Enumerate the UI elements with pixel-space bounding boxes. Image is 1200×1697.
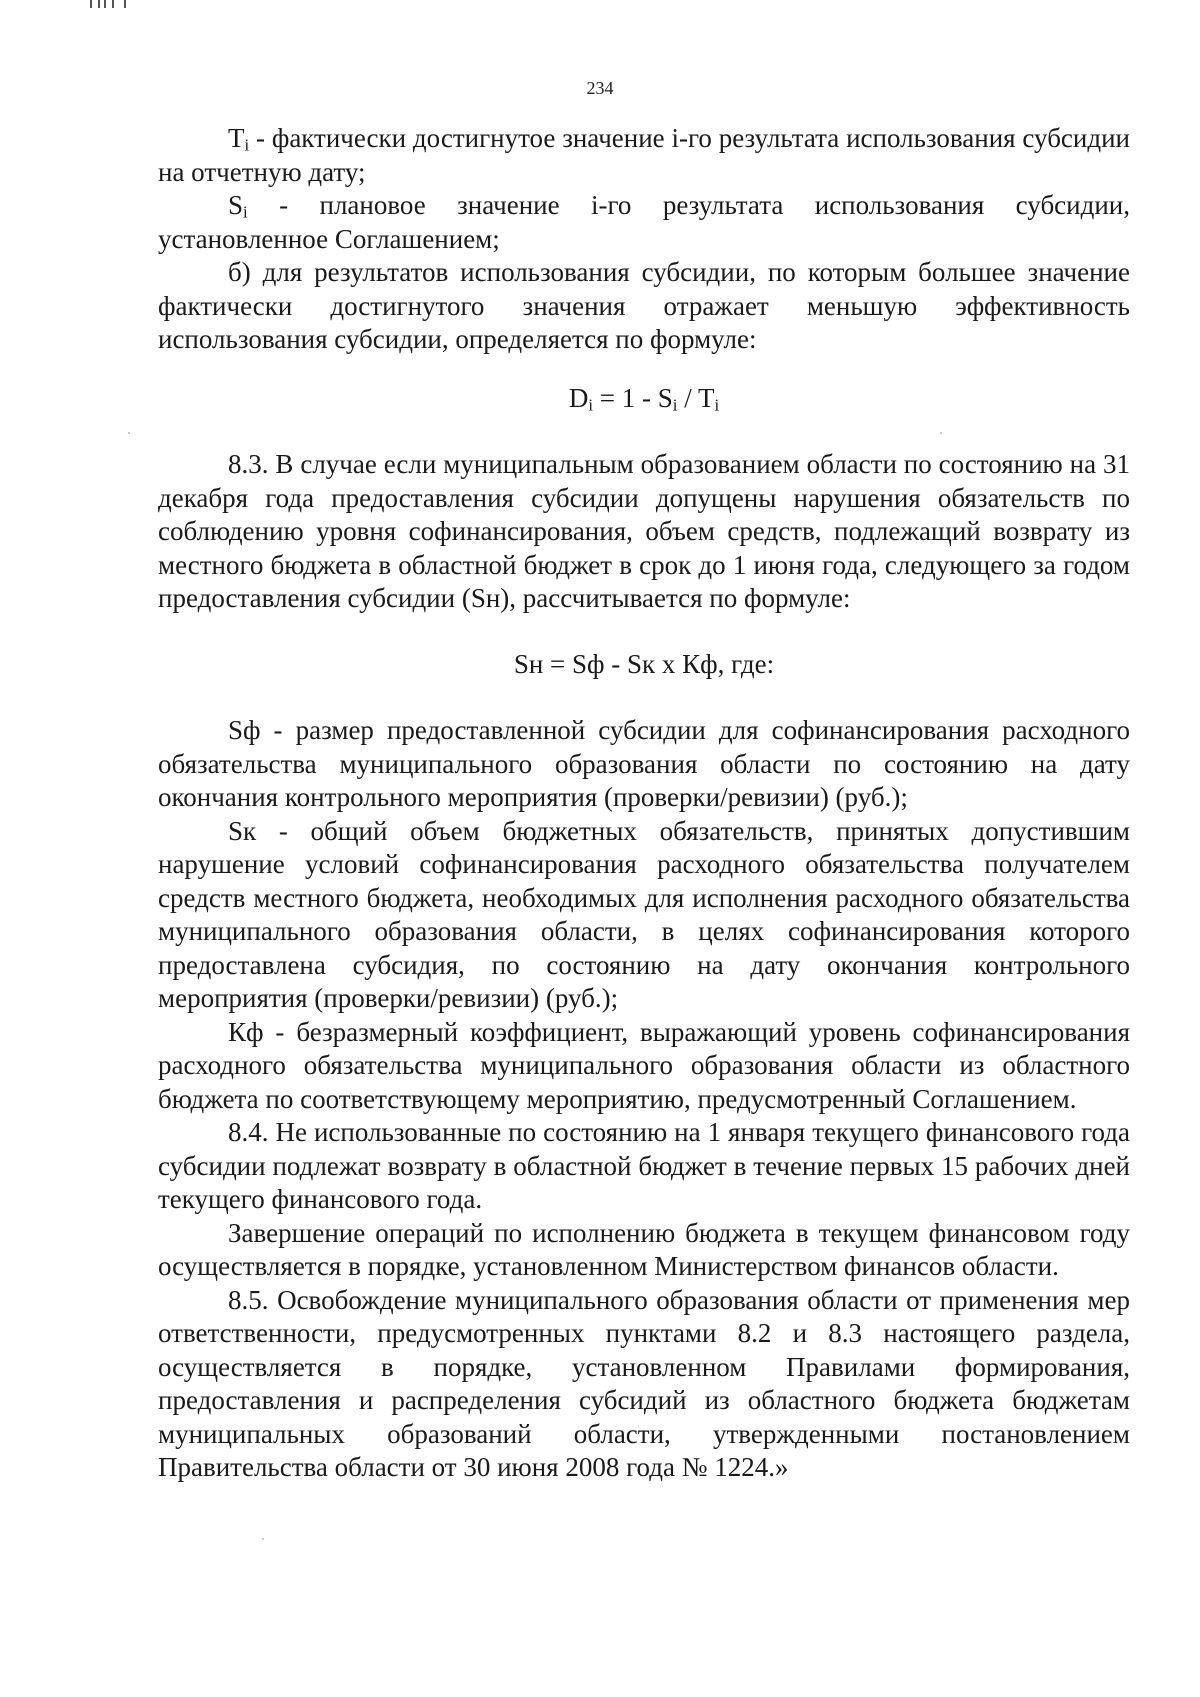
formula-sh: Sн = Sф - Sк х Кф, где: bbox=[513, 648, 775, 679]
formula-di bbox=[158, 382, 1130, 416]
definition-sf: Sф - размер предоставленной субсидии для софинансирования расходного обязательства муниципального образования области по состоянию на дату окончания контрольного мероприятия (проверки/ревизии) (руб.); bbox=[158, 715, 1130, 812]
subscript: i bbox=[243, 202, 248, 222]
formula-part: / T bbox=[677, 382, 715, 413]
paragraph-8-4: 8.4. Не использованные по состоянию на 1 января текущего финансового года субсидии подлежат возврату в областной бюджет в течение первых 15 рабочих дней текущего финансового года. bbox=[158, 1117, 1130, 1214]
formula-subscript: i bbox=[588, 395, 594, 415]
paragraph-8-5: 8.5. Освобождение муниципального образования области от применения мер ответственности, предусмотренных пунктами 8.2 и 8.3 настоящего раздела, осуществляется в порядке, установленном Правилами формирования, предоставления и распределения субсидий из областного бюджета бюджетам муниципальных образований области, утвержденными постановлением Правительства области от 30 июня 2008 года № 1224.» bbox=[158, 1284, 1130, 1482]
definition-text: - фактически достигнутое значение i-го результата использования субсидии на отчетную дату; bbox=[158, 123, 1130, 187]
formula-part: D bbox=[568, 382, 589, 413]
paragraph-8-3: 8.3. В случае если муниципальным образованием области по состоянию на 31 декабря года предоставления субсидии допущены нарушения обязательств по соблюдению уровня софинансирования, объем средств, подлежащий возврату из местного бюджета в областной бюджет в срок до 1 июня года, следующего за годом предоставления субсидии (Sн), рассчитывается по формуле: bbox=[158, 449, 1130, 613]
formula-subscript: i bbox=[672, 395, 678, 415]
scan-speck bbox=[262, 1538, 264, 1540]
formula-part: = 1 - S bbox=[593, 382, 673, 413]
document-body bbox=[158, 122, 1130, 1485]
definition-sk: Sк - общий объем бюджетных обязательств, принятых допустившим нарушение условий софинансирования расходного обязательства получателем средств местного бюджета, необходимых для исполнения расходного обязательства муниципального образования области, в целях софинансирования которого предоставлена субсидия, по состоянию на дату окончания контрольного мероприятия (проверки/ревизии) (руб.); bbox=[158, 815, 1130, 1013]
definition-ti bbox=[158, 122, 1130, 189]
definition-si bbox=[158, 189, 1130, 256]
scan-speck bbox=[940, 432, 942, 434]
paragraph-completion: Завершение операций по исполнению бюджета в текущем финансовом году осуществляется в порядке, установленном Министерством финансов области. bbox=[158, 1217, 1130, 1281]
scan-speck bbox=[128, 432, 130, 434]
definition-kf: Кф - безразмерный коэффициент, выражающий уровень софинансирования расходного обязательства муниципального образования области из областного бюджета по соответствующему мероприятию, предусмотренный Соглашением. bbox=[158, 1016, 1130, 1114]
paragraph-b: б) для результатов использования субсидии, по которым большее значение фактически достигнутого значения отражает меньшую эффективность использования субсидии, определяется по формуле: bbox=[158, 257, 1130, 354]
page-number: 234 bbox=[586, 78, 614, 98]
scan-artifact-marks bbox=[90, 0, 140, 8]
symbol: S bbox=[228, 190, 244, 220]
subscript: i bbox=[244, 135, 250, 155]
formula-subscript: i bbox=[714, 395, 720, 415]
symbol: T bbox=[228, 123, 245, 153]
definition-text: - плановое значение i-го результата использования субсидии, установленное Соглашением; bbox=[158, 190, 1130, 254]
